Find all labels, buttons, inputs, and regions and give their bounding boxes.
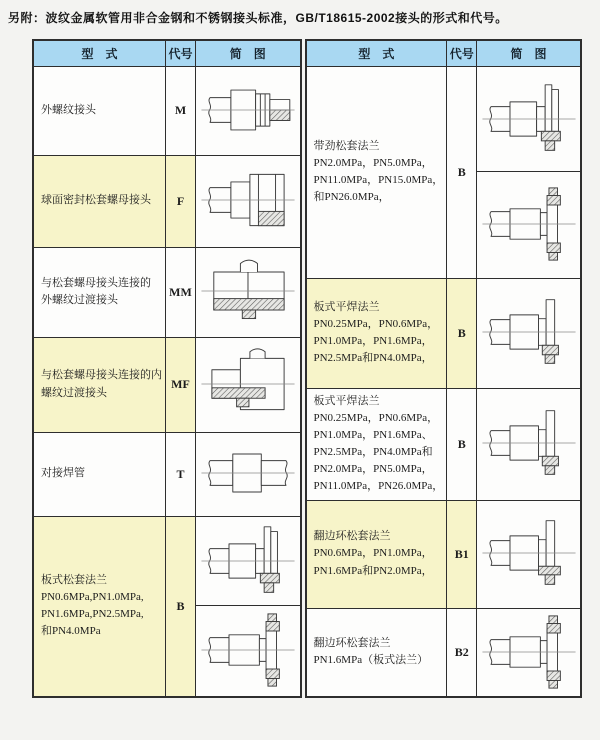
weld-flange-diagram: [477, 389, 580, 498]
fitting-type-cell: [306, 66, 447, 278]
col-header-diagram: 简 图: [477, 40, 581, 66]
fitting-type-cell: [33, 66, 166, 155]
fitting-type-cell: [33, 247, 166, 337]
type-text-line: PN2.0MPa，PN5.0MPa，: [313, 463, 433, 476]
header-row: [306, 40, 581, 66]
diagram-stack: [196, 67, 300, 153]
type-text-line: 带劲松套法兰: [313, 139, 380, 152]
type-text-line: PN1.6MPa（板式法兰）: [313, 654, 429, 667]
col-header-code: 代号: [166, 40, 196, 66]
type-text-line: 外螺纹过渡接头: [41, 294, 118, 306]
col-header-code: 代号: [447, 40, 477, 66]
type-text-line: PN11.0MPa，PN15.0MPa，: [313, 174, 444, 186]
butt-weld-diagram: [196, 433, 300, 514]
table-row: [33, 516, 301, 697]
loose-flange-diagram: [477, 171, 580, 276]
type-text-line: 翻边环松套法兰: [313, 530, 391, 543]
table-row: [33, 66, 301, 155]
type-text-line: 板式平焊法兰: [313, 394, 380, 407]
type-text-line: PN0.25MPa，PN0.6MPa，: [313, 411, 439, 424]
table-row: [33, 432, 301, 516]
col-header-diagram: 简 图: [196, 40, 301, 66]
fitting-type-cell: [33, 432, 166, 516]
table-row: [306, 388, 581, 500]
fitting-diagram-cell: [196, 337, 301, 432]
diagram-stack: [196, 433, 300, 514]
fitting-code-cell: MF: [166, 337, 196, 432]
table-row: [306, 278, 581, 388]
diagram-stack: [196, 156, 300, 245]
type-text-line: 和PN4.0MPa: [41, 625, 101, 638]
fitting-code-cell: M: [166, 66, 196, 155]
plate-flange-diagram: [477, 67, 580, 171]
fitting-code-cell: B: [166, 516, 196, 697]
male-thread-diagram: [196, 67, 300, 153]
fitting-type-cell: [306, 608, 447, 697]
type-text-line: 和PN26.0MPa，: [313, 191, 390, 204]
fitting-table-right: [305, 39, 582, 698]
fitting-diagram-cell: [477, 66, 581, 278]
plate-flange-diagram: [196, 517, 300, 606]
type-text-line: 外螺纹接头: [41, 103, 96, 116]
type-text-line: 翻边环松套法兰: [313, 637, 391, 650]
table-row: [33, 247, 301, 337]
fitting-table-left: [32, 39, 302, 698]
fitting-type-cell: [33, 516, 166, 697]
diagram-stack: [196, 517, 300, 695]
fitting-diagram-cell: [477, 608, 581, 697]
table-row: [33, 337, 301, 432]
fitting-diagram-cell: [477, 278, 581, 388]
type-text-line: PN1.6MPa,PN2.5MPa,: [41, 608, 144, 621]
type-text-line: 对接焊管: [41, 467, 85, 480]
page-title: 另附：波纹金属软管用非合金钢和不锈钢接头标准，GB/T18615-2002接头的形式和代号。: [8, 11, 508, 25]
col-header-type: 型 式: [33, 40, 166, 66]
type-text-line: PN2.5MPa和PN4.0MPa，: [313, 352, 433, 365]
col-header-type: 型 式: [306, 40, 447, 66]
type-text-line: PN1.6MPa和PN2.0MPa，: [313, 564, 433, 577]
fitting-diagram-cell: [196, 432, 301, 516]
diagram-stack: [477, 609, 580, 695]
type-text-line: PN2.0MPa，PN5.0MPa，: [313, 156, 433, 169]
fitting-diagram-cell: [196, 66, 301, 155]
fitting-code-cell: B: [447, 278, 477, 388]
flared-flange-diagram: [477, 501, 580, 606]
fitting-type-cell: [33, 337, 166, 432]
right-table-body: [306, 66, 581, 697]
diagram-stack: [477, 389, 580, 498]
fitting-code-cell: B: [447, 66, 477, 278]
type-text-line: PN11.0MPa，PN26.0MPa，: [313, 480, 444, 493]
table-row: [306, 66, 581, 278]
fitting-type-cell: [33, 155, 166, 247]
diagram-stack: [477, 67, 580, 276]
header-row: [33, 40, 301, 66]
fitting-code-cell: MM: [166, 247, 196, 337]
diagram-stack: [477, 501, 580, 606]
type-text-line: PN0.6MPa，PN1.0MPa，: [313, 547, 433, 560]
diagram-stack: [477, 279, 580, 386]
fitting-diagram-cell: [477, 500, 581, 608]
fitting-diagram-cell: [196, 155, 301, 247]
weld-flange-diagram: [477, 279, 580, 386]
diagram-stack: [196, 248, 300, 335]
fitting-type-cell: [306, 388, 447, 500]
fitting-code-cell: B: [447, 388, 477, 500]
fitting-diagram-cell: [477, 388, 581, 500]
type-text-line: PN0.6MPa,PN1.0MPa,: [41, 591, 144, 604]
fitting-code-cell: B1: [447, 500, 477, 608]
fitting-code-cell: T: [166, 432, 196, 516]
male-male-adapter-diagram: [196, 248, 300, 335]
type-text-line: 与松套螺母接头连接的内: [41, 369, 162, 382]
diagram-stack: [196, 338, 300, 430]
fitting-code-cell: B2: [447, 608, 477, 697]
male-female-adapter-diagram: [196, 338, 300, 430]
fitting-diagram-cell: [196, 516, 301, 697]
type-text-line: 板式松套法兰: [41, 574, 107, 587]
type-text-line: PN1.0MPa，PN1.6MPa、: [313, 428, 433, 441]
type-text-line: PN2.5MPa，PN4.0MPa和: [313, 446, 433, 458]
fitting-type-cell: [306, 500, 447, 608]
type-text-line: 与松套螺母接头连接的: [41, 276, 151, 289]
left-table-body: [33, 66, 301, 697]
type-text-line: PN0.25MPa，PN0.6MPa，: [313, 317, 439, 330]
fitting-type-cell: [306, 278, 447, 388]
type-text-line: 螺纹过渡接头: [41, 386, 107, 399]
loose-nut-diagram: [196, 156, 300, 245]
fitting-code-cell: F: [166, 155, 196, 247]
type-text-line: PN1.0MPa，PN1.6MPa，: [313, 335, 433, 347]
loose-flange-diagram: [196, 605, 300, 695]
table-row: [306, 608, 581, 697]
tables-wrap: [32, 39, 582, 698]
fitting-diagram-cell: [196, 247, 301, 337]
loose-flange-diagram: [477, 609, 580, 695]
type-text-line: 板式平焊法兰: [313, 300, 380, 313]
table-row: [306, 500, 581, 608]
type-text-line: 球面密封松套螺母接头: [41, 194, 151, 207]
table-row: [33, 155, 301, 247]
